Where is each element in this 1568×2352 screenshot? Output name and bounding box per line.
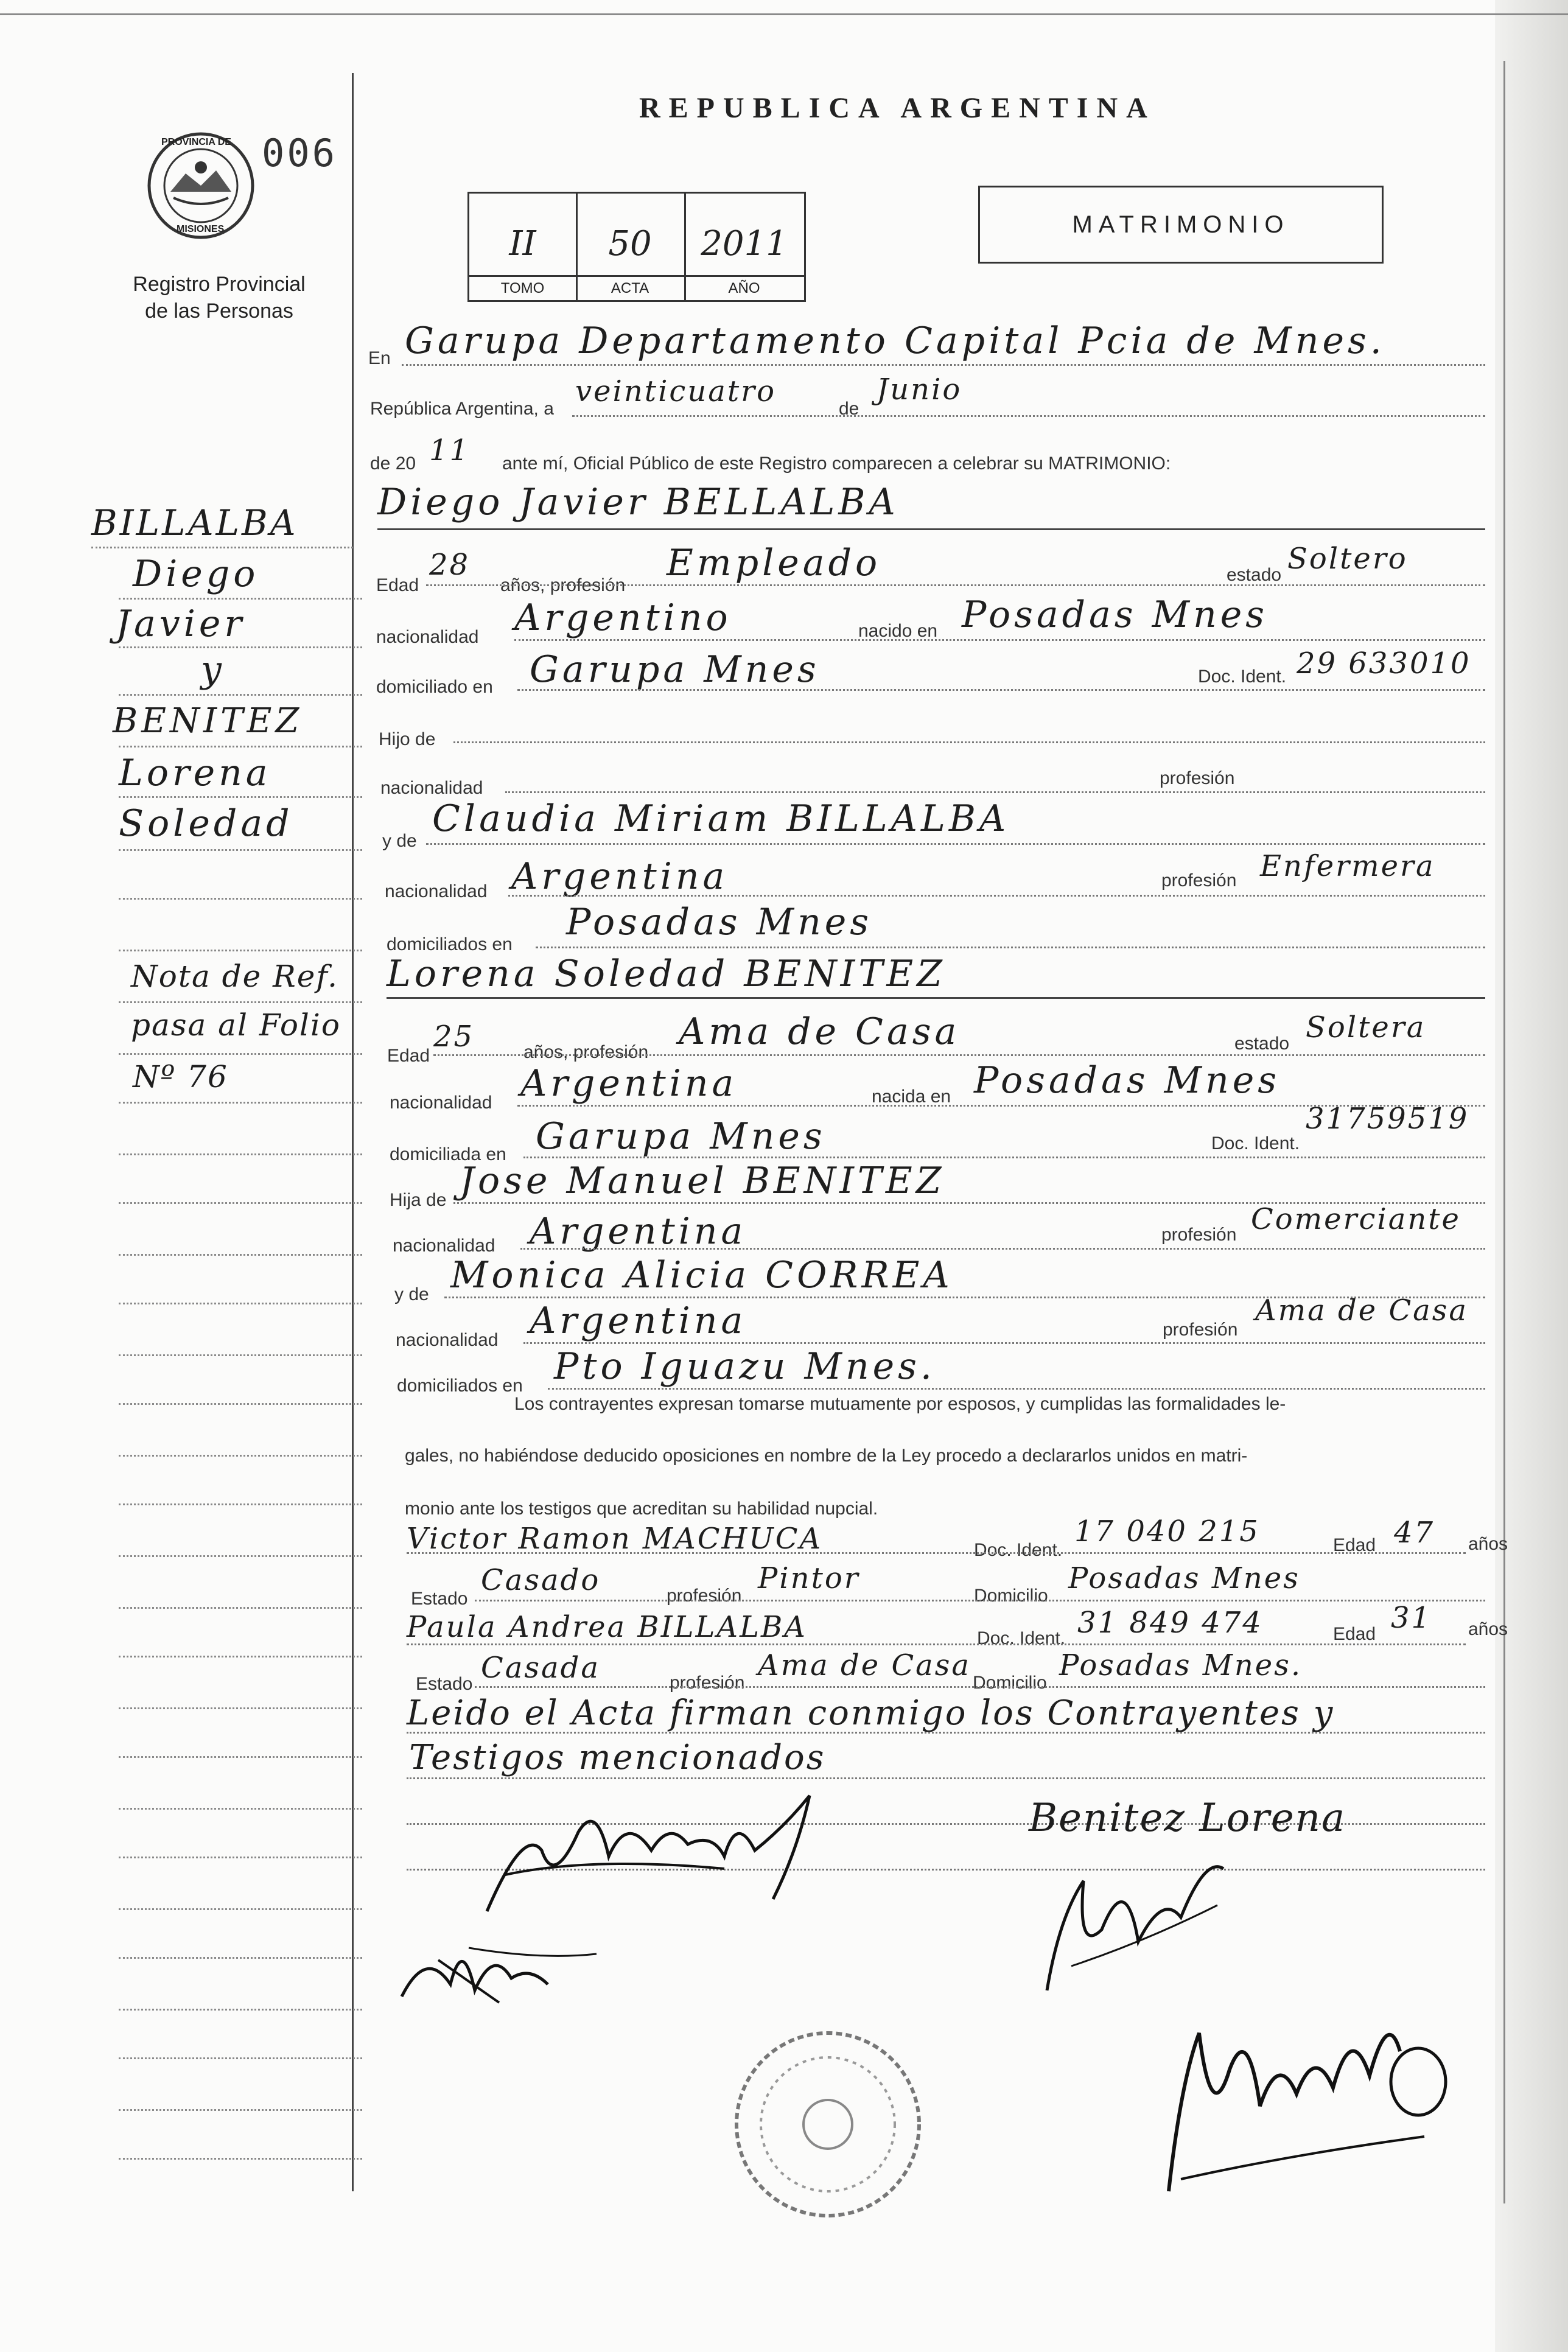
groom-domiciliado-label: domiciliado en (376, 677, 493, 697)
margin-line-4 (119, 694, 362, 696)
witness2-domicilio-label: Domicilio (973, 1673, 1047, 1693)
groom-doc: 29 633010 (1297, 646, 1471, 681)
groom-residence: Garupa Mnes (530, 648, 820, 691)
groom-father-nacionalidad-label: nacionalidad (380, 778, 483, 798)
page-stamp: 006 (262, 131, 337, 175)
bride-doc: 31759519 (1306, 1102, 1469, 1136)
intro-text: ante mí, Oficial Público de este Registro comparecen a celebrar su MATRIMONIO: (502, 453, 1171, 474)
registry-name-line2: de las Personas (145, 299, 293, 323)
margin-line-19 (119, 1455, 362, 1457)
place-line (402, 364, 1485, 366)
margin-line-21 (119, 1555, 362, 1557)
witness2-profession: Ama de Casa (758, 1648, 971, 1682)
margin-line-33 (119, 2158, 362, 2160)
declaration-line2: gales, no habiéndose deducido oposiciones en nombre de la Ley procedo a declararlos unidos en matri- (405, 1446, 1248, 1466)
margin-bride-surname: BENITEZ (113, 701, 303, 741)
bride-edad-label: Edad (387, 1046, 430, 1066)
margin-line-3 (119, 646, 362, 648)
bride-father-nacionalidad-label: nacionalidad (393, 1236, 495, 1256)
bride-father-nationality: Argentina (530, 1210, 747, 1253)
bride-hija-label: Hija de (390, 1190, 447, 1210)
ano-cell (684, 194, 804, 300)
bride-anos-profesion-label: años, profesión (523, 1042, 649, 1062)
ano-label: AÑO (684, 275, 804, 300)
margin-groom-name1: Diego (133, 553, 259, 595)
witness2-doc-label: Doc. Ident. (977, 1628, 1066, 1648)
month-value: Junio (877, 373, 962, 407)
margin-line-11 (119, 1053, 362, 1055)
tomo-cell (469, 194, 578, 300)
margin-line-15 (119, 1254, 362, 1256)
bride-mother-profession: Ama de Casa (1255, 1293, 1469, 1328)
date-line (572, 415, 1485, 417)
year-suffix: 11 (429, 433, 471, 467)
groom-hijo-line (453, 741, 1485, 743)
declaration-line1: Los contrayentes expresan tomarse mutuamente por esposos, y cumplidas las formalidades le- (514, 1394, 1286, 1414)
margin-line-26 (119, 1808, 362, 1810)
groom-mother-nac-line (508, 895, 1485, 897)
bride-nacionalidad-label: nacionalidad (390, 1093, 492, 1113)
witness2-signature (1023, 1844, 1278, 2003)
witness1-line2 (475, 1600, 1485, 1601)
groom-estado-label: estado (1227, 565, 1282, 585)
groom-yde-label: y de (382, 831, 417, 851)
witness1-doc: 17 040 215 (1074, 1514, 1260, 1549)
groom-nacionalidad-label: nacionalidad (376, 627, 479, 647)
bride-edad-line (433, 1054, 1485, 1056)
acta-cell (576, 194, 686, 300)
bride-dom-line (523, 1157, 1485, 1158)
record-box (467, 192, 806, 302)
groom-parents-residence: Posadas Mnes (566, 901, 873, 943)
margin-line-22 (119, 1607, 362, 1609)
margin-line-18 (119, 1403, 362, 1405)
margin-line-7 (119, 849, 362, 851)
margin-line-13 (119, 1153, 362, 1155)
groom-father-profesion-label: profesión (1160, 768, 1235, 788)
margin-line-14 (119, 1202, 362, 1204)
de-label: de (839, 399, 859, 419)
bride-parents-line (548, 1388, 1485, 1390)
groom-parents-domicilio-label: domiciliados en (387, 934, 513, 954)
witness2-residence: Posadas Mnes. (1059, 1648, 1303, 1682)
groom-dom-line (517, 689, 1485, 691)
witness1-age: 47 (1394, 1516, 1435, 1550)
groom-nacido-label: nacido en (858, 621, 938, 641)
seal-text-bottom: MISIONES (177, 224, 225, 234)
bride-mother-nationality: Argentina (530, 1300, 747, 1342)
declaration-line3: monio ante los testigos que acreditan su habilidad nupcial. (405, 1499, 878, 1519)
bride-mother-profesion-label: profesión (1163, 1320, 1238, 1340)
margin-line-28 (119, 1908, 362, 1910)
bride-age: 25 (433, 1020, 475, 1054)
margin-groom-name2: Javier (116, 603, 246, 645)
witness1-profession: Pintor (758, 1561, 860, 1595)
republica-label: República Argentina, a (370, 399, 554, 419)
groom-name-line (377, 528, 1485, 530)
bride-name-line (387, 997, 1485, 999)
bride-parents-residence: Pto Iguazu Mnes. (554, 1345, 936, 1388)
bride-parents-domicilio-label: domiciliados en (397, 1376, 523, 1396)
groom-father-nac-line (505, 791, 1485, 793)
top-border-line (0, 13, 1568, 15)
bride-marital-status: Soltera (1306, 1010, 1426, 1045)
groom-edad-line (426, 584, 1485, 586)
witness2-profesion-label: profesión (670, 1673, 745, 1693)
bride-full-name: Lorena Soledad BENITEZ (387, 953, 946, 995)
groom-mother-line (426, 843, 1485, 845)
groom-profession: Empleado (667, 542, 881, 584)
bride-estado-label: estado (1234, 1034, 1290, 1054)
margin-line-24 (119, 1707, 362, 1709)
officer-signature (1144, 1997, 1461, 2228)
bride-birthplace: Posadas Mnes (974, 1059, 1281, 1102)
witness1-name: Victor Ramon MACHUCA (407, 1522, 823, 1556)
witness1-signature (390, 1923, 633, 2015)
margin-line-9 (119, 950, 362, 951)
country-title: REPUBLICA ARGENTINA (639, 92, 1156, 124)
groom-mother-nacionalidad-label: nacionalidad (385, 881, 488, 901)
margin-line-30 (119, 2009, 362, 2011)
witness1-doc-label: Doc. Ident. (974, 1540, 1063, 1560)
margin-line-12 (119, 1102, 362, 1104)
margin-note3: Nº 76 (133, 1059, 228, 1094)
margin-line-2 (119, 598, 362, 600)
witness1-status: Casado (481, 1563, 601, 1597)
groom-anos-profesion-label: años, profesión (500, 575, 626, 595)
groom-signature (469, 1777, 864, 1936)
witness1-domicilio-label: Domicilio (974, 1586, 1048, 1606)
tomo-label: TOMO (469, 275, 576, 300)
margin-line-25 (119, 1756, 362, 1758)
witness1-residence: Posadas Mnes (1068, 1561, 1300, 1595)
witness2-name: Paula Andrea BILLALBA (407, 1610, 807, 1644)
groom-edad-label: Edad (376, 575, 419, 595)
margin-note2: pasa al Folio (131, 1007, 341, 1043)
witness2-status: Casada (481, 1651, 600, 1685)
witness1-estado-label: Estado (411, 1589, 468, 1609)
witness2-age: 31 (1391, 1601, 1432, 1635)
bride-mother-nac-line (523, 1342, 1485, 1344)
bride-nationality: Argentina (520, 1062, 738, 1105)
document-type-box: MATRIMONIO (978, 186, 1384, 264)
margin-groom-surname: BILLALBA (91, 502, 298, 544)
seal-text-top: PROVINCIA DE (161, 137, 231, 147)
margin-bride-name2: Soledad (119, 802, 293, 845)
margin-line-17 (119, 1354, 362, 1356)
groom-mother-profession: Enfermera (1260, 849, 1435, 883)
groom-parents-line (536, 947, 1485, 948)
groom-mother-profesion-label: profesión (1161, 870, 1237, 891)
bride-residence: Garupa Mnes (536, 1115, 826, 1158)
tomo-value: II (509, 224, 536, 264)
groom-age: 28 (429, 548, 471, 582)
bride-mother: Monica Alicia CORREA (450, 1254, 953, 1297)
acta-label: ACTA (576, 275, 684, 300)
margin-bride-name1: Lorena (119, 752, 271, 794)
registry-name-line1: Registro Provincial (133, 273, 306, 296)
bride-doc-label: Doc. Ident. (1211, 1133, 1300, 1153)
witness1-edad-label: Edad (1333, 1535, 1376, 1555)
closing-line1: Leido el Acta firman conmigo los Contrayentes y (407, 1693, 1335, 1733)
margin-line-10 (119, 1001, 362, 1003)
witness2-estado-label: Estado (416, 1674, 473, 1694)
groom-doc-label: Doc. Ident. (1198, 667, 1287, 687)
witness2-line1 (407, 1643, 1466, 1645)
margin-line-6 (119, 796, 362, 798)
groom-birthplace: Posadas Mnes (962, 593, 1269, 636)
bride-father: Jose Manuel BENITEZ (460, 1160, 945, 1202)
margin-divider (352, 73, 354, 2191)
margin-line-29 (119, 1957, 362, 1959)
bride-signature: Benitez Lorena (1029, 1796, 1346, 1841)
closing-line2: Testigos mencionados (409, 1738, 826, 1777)
bride-father-profession: Comerciante (1251, 1202, 1461, 1236)
groom-mother: Claudia Miriam BILLALBA (432, 797, 1010, 840)
margin-line-32 (119, 2109, 362, 2111)
en-label: En (368, 348, 391, 368)
witness2-doc: 31 849 474 (1077, 1606, 1263, 1640)
groom-mother-nationality: Argentina (511, 855, 729, 898)
groom-hijo-label: Hijo de (379, 729, 436, 749)
bride-profession: Ama de Casa (679, 1010, 961, 1053)
year-prefix: de 20 (370, 453, 416, 474)
margin-line-23 (119, 1656, 362, 1657)
groom-marital-status: Soltero (1287, 542, 1408, 576)
groom-full-name: Diego Javier BELLALBA (377, 481, 899, 523)
margin-note1: Nota de Ref. (131, 959, 338, 994)
bride-nacida-label: nacida en (872, 1087, 951, 1107)
margin-line-20 (119, 1503, 362, 1505)
margin-line-27 (119, 1857, 362, 1858)
margin-line-31 (119, 2057, 362, 2059)
closing-line-rule1 (407, 1732, 1485, 1734)
official-stamp-icon (724, 2021, 931, 2228)
bride-domiciliada-label: domiciliada en (390, 1144, 506, 1164)
witness1-anos-label: años (1468, 1534, 1508, 1554)
witness2-edad-label: Edad (1333, 1624, 1376, 1644)
groom-nationality: Argentino (514, 597, 732, 639)
margin-line-1 (91, 547, 353, 548)
margin-line-8 (119, 898, 362, 900)
margin-line-16 (119, 1303, 362, 1304)
bride-father-profesion-label: profesión (1161, 1225, 1237, 1245)
registry-name (97, 271, 341, 324)
acta-value: 50 (608, 224, 652, 264)
margin-line-5 (119, 746, 362, 747)
groom-nac-line (514, 639, 1485, 641)
right-border (1503, 61, 1505, 2203)
bride-yde-label: y de (394, 1284, 429, 1304)
page-edge-shadow (1495, 0, 1568, 2352)
place-value: Garupa Departamento Capital Pcia de Mnes. (405, 320, 1385, 362)
ano-value: 2011 (701, 224, 788, 264)
day-value: veinticuatro (575, 374, 776, 408)
witness1-line1 (407, 1552, 1466, 1554)
bride-father-nac-line (520, 1248, 1485, 1250)
witness2-line2 (475, 1686, 1485, 1688)
witness2-anos-label: años (1468, 1619, 1508, 1639)
witness1-profesion-label: profesión (667, 1586, 742, 1606)
margin-connector: y (201, 648, 225, 691)
bride-mother-nacionalidad-label: nacionalidad (396, 1330, 499, 1350)
